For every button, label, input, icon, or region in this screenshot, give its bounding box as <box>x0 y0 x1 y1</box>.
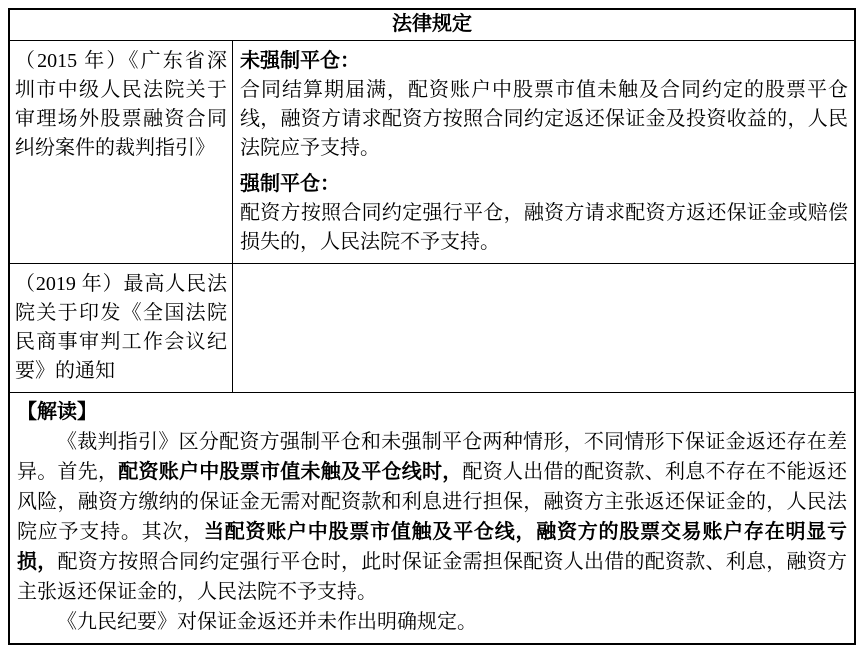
body-text: 《裁判指引》区分配资方强制平仓和未强制平仓两种情形，不同情形下保证金返还存在差异。首先， <box>17 431 847 483</box>
provision-cell <box>233 41 854 263</box>
table-row <box>10 264 854 393</box>
provision-section <box>240 47 848 163</box>
interpretation-label: 【解读】 <box>17 401 97 423</box>
body-text: 配资人出借的配资款、利息不存在不能返还风险，融资方缴纳的保证金无需对配资款和利息进行担保，融资方主张返还保证金的，人民法院应予支持。其次， <box>17 461 847 543</box>
emphasis-text: 配资账户中股票市值未触及平仓线时， <box>118 461 463 483</box>
table-title: 法律规定 <box>10 10 854 41</box>
law-source-cell: （2015 年）《广东省深圳市中级人民法院关于审理场外股票融资合同纠纷案件的裁判指引》 <box>10 41 233 263</box>
provision-cell-empty <box>233 264 854 392</box>
table-row <box>10 41 854 264</box>
section-heading: 强制平仓： <box>240 173 340 195</box>
interpretation-paragraphs <box>17 427 847 637</box>
emphasis-text: 当配资账户中股票市值触及平仓线，融资方的股票交易账户存在明显亏损， <box>17 521 848 573</box>
body-text: 配资方按照合同约定强行平仓时，此时保证金需担保配资人出借的配资款、利息，融资方主张返还保证金的，人民法院不予支持。 <box>17 551 847 603</box>
interpretation-section <box>10 393 854 643</box>
body-text: 《九民纪要》对保证金返还并未作出明确规定。 <box>57 611 477 633</box>
section-heading: 未强制平仓： <box>240 50 360 72</box>
provision-section <box>240 170 848 257</box>
interpretation-paragraph <box>17 427 847 607</box>
legal-table <box>8 8 856 645</box>
interpretation-paragraph <box>17 607 847 637</box>
law-source-cell: （2019 年）最高人民法院关于印发《全国法院民商事审判工作会议纪要》的通知 <box>10 264 233 392</box>
section-body: 合同结算期届满，配资账户中股票市值未触及合同约定的股票平仓线，融资方请求配资方按照合同约定返还保证金及投资收益的，人民法院应予支持。 <box>240 79 848 159</box>
section-body: 配资方按照合同约定强行平仓，融资方请求配资方返还保证金或赔偿损失的，人民法院不予支持。 <box>240 202 848 253</box>
